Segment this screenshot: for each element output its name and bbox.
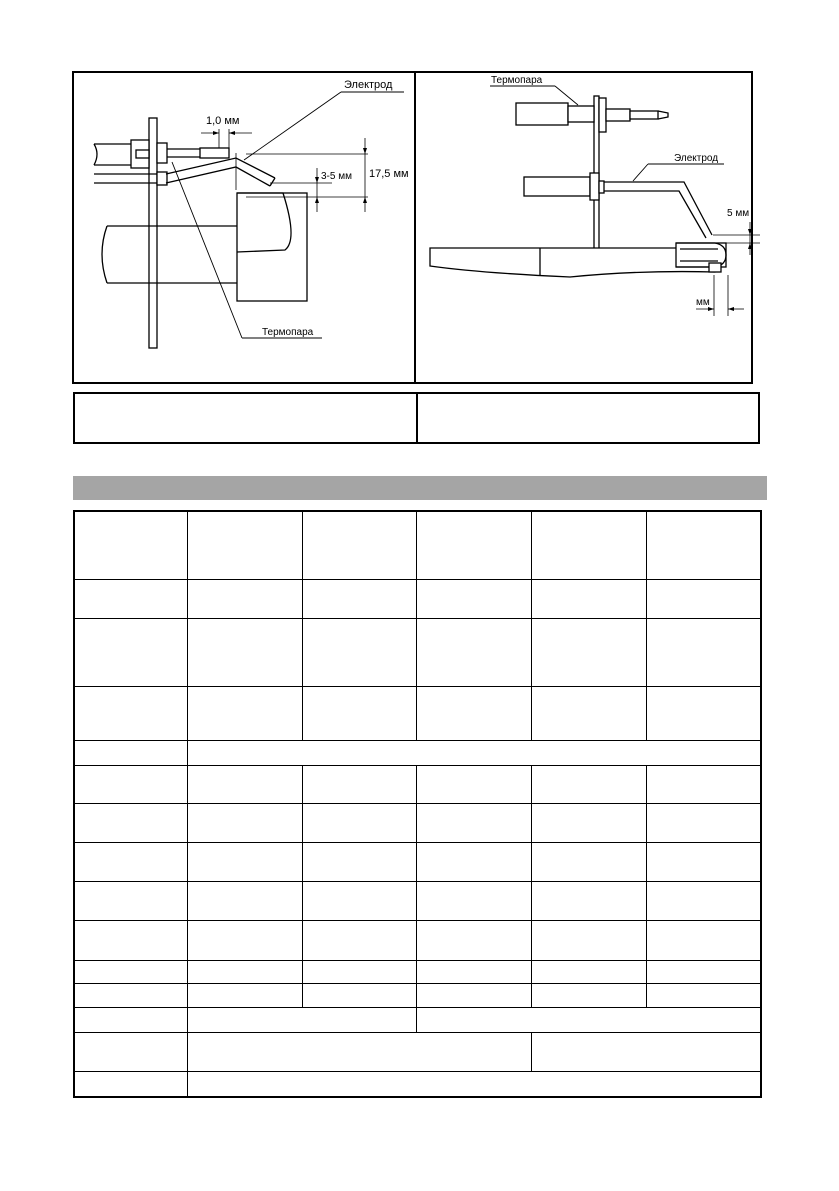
table-cell: [416, 511, 531, 579]
thermocouple-leader: [172, 162, 242, 338]
table-cell: [187, 842, 302, 881]
table-cell: [74, 803, 187, 842]
table-row: [74, 1007, 761, 1032]
table-cell: [416, 960, 531, 983]
table-cell: [416, 842, 531, 881]
table-cell: [531, 1032, 761, 1071]
thermocouple-tip: [200, 148, 229, 158]
right-diagram: [430, 86, 760, 316]
table-cell: [187, 920, 302, 960]
table-cell: [74, 1007, 187, 1032]
table-cell: [74, 579, 187, 618]
table-row: [74, 842, 761, 881]
table-cell: [302, 686, 416, 740]
table-cell: [187, 618, 302, 686]
table-cell: [302, 881, 416, 920]
table-cell: [187, 881, 302, 920]
table-cell: [531, 842, 646, 881]
table-cell: [302, 983, 416, 1007]
table-cell: [302, 803, 416, 842]
table-row: [74, 881, 761, 920]
electrode-holder: [157, 172, 167, 185]
table-cell: [646, 579, 761, 618]
table-cell: [416, 686, 531, 740]
table-cell: [302, 842, 416, 881]
table-row: [74, 579, 761, 618]
table-cell: [74, 960, 187, 983]
electrode-body: [524, 177, 590, 196]
label-offset-right: мм: [696, 297, 710, 308]
table-cell: [187, 983, 302, 1007]
table-row: [74, 803, 761, 842]
table-cell: [74, 511, 187, 579]
table-row: [74, 920, 761, 960]
burner-head: [237, 193, 307, 301]
table-cell: [302, 511, 416, 579]
table-row: [74, 765, 761, 803]
table-cell: [531, 618, 646, 686]
table-cell: [187, 1071, 761, 1097]
table-cell: [531, 579, 646, 618]
table-cell: [646, 842, 761, 881]
table-cell: [531, 881, 646, 920]
table-cell: [646, 881, 761, 920]
table-cell: [74, 1032, 187, 1071]
table-cell: [531, 960, 646, 983]
table-cell: [74, 1071, 187, 1097]
table-cell: [74, 842, 187, 881]
table-cell: [531, 765, 646, 803]
table-cell: [302, 579, 416, 618]
table-row: [74, 960, 761, 983]
table-row: [74, 740, 761, 765]
left-diagram: [94, 92, 404, 348]
table-row: [74, 618, 761, 686]
table-cell: [646, 618, 761, 686]
table-cell: [74, 881, 187, 920]
table-cell: [187, 740, 761, 765]
electrode-leader: [244, 92, 341, 160]
label-thermocouple-left: Термопара: [262, 327, 314, 338]
table-cell: [531, 803, 646, 842]
label-thermocouple-right: Термопара: [491, 75, 543, 86]
label-electrode-left: Электрод: [344, 79, 393, 91]
table-cell: [74, 618, 187, 686]
label-gap-right: 5 мм: [727, 208, 750, 219]
table-cell: [187, 686, 302, 740]
table-cell: [74, 686, 187, 740]
burner-diagrams: [0, 0, 839, 392]
table-row: [74, 983, 761, 1007]
table-cell: [531, 920, 646, 960]
table-cell: [646, 686, 761, 740]
table-cell: [531, 686, 646, 740]
table-cell: [416, 803, 531, 842]
table-cell: [646, 983, 761, 1007]
table-cell: [187, 1032, 531, 1071]
table-cell: [302, 920, 416, 960]
table-cell: [646, 960, 761, 983]
specification-table: [73, 510, 762, 1098]
table-cell: [187, 765, 302, 803]
table-cell: [302, 960, 416, 983]
caption-left: [75, 394, 416, 442]
label-height-range: 3-5 мм: [321, 171, 352, 182]
table-cell: [531, 511, 646, 579]
table-cell: [187, 511, 302, 579]
table-cell: [302, 618, 416, 686]
section-heading-bar: [73, 476, 767, 500]
table-cell: [74, 765, 187, 803]
label-electrode-right: Электрод: [674, 153, 719, 164]
table-cell: [187, 579, 302, 618]
table-cell: [416, 618, 531, 686]
table-cell: [187, 803, 302, 842]
table-cell: [302, 765, 416, 803]
figure-captions: [73, 392, 760, 444]
table-cell: [531, 983, 646, 1007]
label-gap-left: 1,0 мм: [206, 115, 240, 127]
table-cell: [646, 920, 761, 960]
electrode-rod: [166, 158, 275, 178]
table-cell: [416, 579, 531, 618]
thermocouple-body: [516, 103, 568, 125]
table-cell: [416, 881, 531, 920]
label-height-total: 17,5 мм: [369, 168, 409, 180]
table-row: [74, 511, 761, 579]
table-cell: [74, 983, 187, 1007]
table-cell: [416, 765, 531, 803]
table-cell: [646, 765, 761, 803]
table-cell: [646, 511, 761, 579]
table-cell: [416, 1007, 761, 1032]
table-row: [74, 1071, 761, 1097]
caption-right: [416, 394, 759, 442]
table-cell: [74, 740, 187, 765]
table-cell: [187, 960, 302, 983]
table-cell: [187, 1007, 416, 1032]
table-row: [74, 1032, 761, 1071]
mounting-bracket: [149, 118, 157, 348]
table-cell: [416, 983, 531, 1007]
table-cell: [416, 920, 531, 960]
table-row: [74, 686, 761, 740]
table-cell: [646, 803, 761, 842]
table-cell: [74, 920, 187, 960]
